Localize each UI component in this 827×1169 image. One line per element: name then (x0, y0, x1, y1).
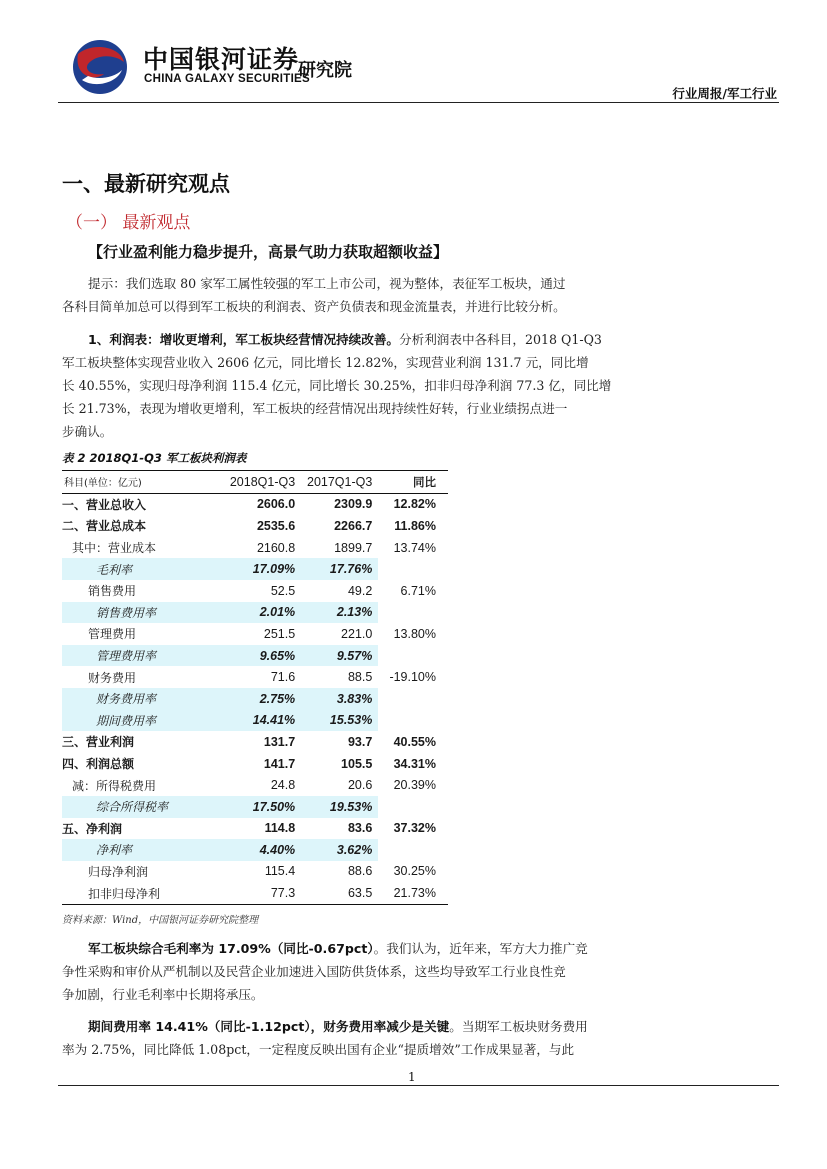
paragraph-line: 。当期军工板块财务费用 (449, 1019, 588, 1034)
value-2018: 141.7 (263, 756, 296, 771)
gross-margin-paragraph (62, 937, 610, 1006)
table-row (62, 753, 448, 775)
value-2018: 2535.6 (256, 518, 296, 533)
paragraph-lead: 1、利润表：增收更增利，军工板块经营情况持续改善。 (88, 332, 400, 347)
value-2018: 71.6 (270, 670, 296, 685)
value-2017: 88.5 (347, 670, 373, 685)
value-2018: 4.40% (224, 839, 301, 861)
yoy-change (378, 558, 448, 580)
table-row (62, 861, 448, 883)
yoy-change: 21.73% (393, 886, 436, 901)
row-label: 四、利润总额 (62, 757, 135, 772)
table-row (62, 731, 448, 753)
column-header: 2018Q1-Q3 (229, 474, 296, 489)
row-label: 管理费用率 (62, 645, 224, 667)
intro-line: 提示：我们选取 80 家军工属性较强的军工上市公司，视为整体，表征军工板块，通过 (88, 276, 566, 291)
row-label: 综合所得税率 (62, 796, 224, 818)
value-2017: 19.53% (301, 796, 378, 818)
value-2017: 9.57% (301, 645, 378, 667)
yoy-change: 6.71% (400, 583, 436, 598)
value-2018: 77.3 (270, 886, 296, 901)
intro-line: 各科目简单加总可以得到军工板块的利润表、资产负债表和现金流量表，并进行比较分析。 (62, 299, 566, 314)
paragraph-line: 军工板块整体实现营业收入 2606 亿元，同比增长 12.82%，实现营业利润 131.7 元，同比增 (62, 355, 589, 370)
income-statement-paragraph (62, 328, 610, 443)
table-row (62, 818, 448, 840)
column-header: 2017Q1-Q3 (307, 474, 373, 489)
value-2018: 114.8 (264, 821, 296, 836)
row-label: 归母净利润 (88, 864, 149, 879)
yoy-change (378, 645, 448, 667)
paragraph-line: 争性采购和审价从严机制以及民营企业加速进入国防供货体系，这些均导致军工行业良性竞 (62, 964, 566, 979)
value-2018: 115.4 (264, 864, 296, 879)
yoy-change: 13.80% (393, 626, 436, 641)
paragraph-line: 步确认。 (62, 424, 113, 439)
value-2017: 63.5 (347, 886, 373, 901)
yoy-change (378, 839, 448, 861)
yoy-change: 20.39% (393, 778, 436, 793)
value-2017: 3.62% (301, 839, 378, 861)
value-2017: 49.2 (347, 583, 373, 598)
row-label: 财务费用 (88, 670, 137, 685)
paragraph-line: 长 21.73%，表现为增收更增利，军工板块的经营情况出现持续性好转，行业业绩拐点进一 (62, 401, 568, 416)
row-label: 销售费用率 (62, 602, 224, 624)
expense-ratio-paragraph (62, 1015, 610, 1061)
row-label: 净利率 (62, 839, 224, 861)
row-label: 其中：营业成本 (72, 541, 157, 556)
row-label: 三、营业利润 (62, 735, 135, 750)
column-header: 科目(单位：亿元) (64, 478, 142, 490)
row-label: 二、营业总成本 (62, 519, 147, 534)
value-2018: 52.5 (270, 583, 296, 598)
table-header-row (62, 471, 448, 494)
yoy-change (378, 602, 448, 624)
yoy-change: 37.32% (393, 821, 436, 836)
table-row (62, 558, 448, 580)
paragraph-line: 。我们认为，近年来，军方大力推广竞 (373, 941, 588, 956)
intro-paragraph (62, 272, 610, 318)
row-label: 毛利率 (62, 558, 224, 580)
page-number: 1 (408, 1070, 416, 1084)
yoy-change (378, 688, 448, 710)
value-2017: 105.5 (341, 756, 373, 771)
brand-institute: 研究院 (298, 60, 352, 81)
value-2018: 9.65% (224, 645, 301, 667)
value-2017: 2309.9 (334, 497, 373, 512)
row-label: 一、营业总收入 (62, 497, 147, 512)
value-2017: 20.6 (347, 778, 373, 793)
yoy-change: 34.31% (393, 756, 436, 771)
yoy-change (378, 796, 448, 818)
value-2017: 2.13% (301, 602, 378, 624)
value-2018: 2.75% (224, 688, 301, 710)
table-row (62, 602, 448, 624)
row-label: 销售费用 (88, 584, 137, 599)
yoy-change (378, 710, 448, 732)
yoy-change: -19.10% (389, 670, 436, 685)
paragraph-lead: 军工板块综合毛利率为 17.09%（同比-0.67pct） (88, 941, 374, 956)
table-row (62, 580, 448, 602)
paragraph-line: 长 40.55%，实现归母净利润 115.4 亿元，同比增长 30.25%，扣非归母净利润 77.3 亿，同比增 (62, 378, 612, 393)
table-row (62, 710, 448, 732)
value-2017: 88.6 (347, 864, 373, 879)
value-2018: 2.01% (224, 602, 301, 624)
value-2018: 17.09% (224, 558, 301, 580)
table-row (62, 623, 448, 645)
table-row (62, 774, 448, 796)
row-label: 扣非归母净利 (88, 886, 161, 901)
headline: 【行业盈利能力稳步提升，高景气助力获取超额收益】 (88, 243, 449, 261)
value-2017: 17.76% (301, 558, 378, 580)
table-row (62, 688, 448, 710)
row-label: 财务费用率 (62, 688, 224, 710)
table-row (62, 645, 448, 667)
subsection-title: （一） 最新观点 (66, 213, 191, 233)
value-2017: 221.0 (341, 626, 373, 641)
table-row (62, 493, 448, 515)
value-2018: 131.7 (263, 734, 296, 749)
value-2018: 2160.8 (256, 540, 296, 555)
yoy-change: 11.86% (394, 518, 436, 533)
income-statement-table (62, 470, 448, 905)
paragraph-line: 率为 2.75%，同比降低 1.08pct，一定程度反映出国有企业“提质增效”工作成果显著，与此 (62, 1042, 575, 1057)
brand-name-english: CHINA GALAXY SECURITIES (144, 73, 311, 85)
brand-name-chinese: 中国银河证券 (143, 45, 300, 74)
table-row (62, 537, 448, 559)
value-2018: 251.5 (263, 626, 296, 641)
value-2017: 3.83% (301, 688, 378, 710)
header-divider (58, 102, 779, 103)
yoy-change: 12.82% (393, 497, 436, 512)
value-2017: 2266.7 (334, 518, 373, 533)
report-category-tag: 行业周报/军工行业 (672, 86, 777, 101)
table-row (62, 666, 448, 688)
yoy-change: 30.25% (393, 864, 436, 879)
row-label: 管理费用 (88, 627, 137, 642)
table-source: 资料来源：Wind，中国银河证券研究院整理 (62, 915, 259, 926)
paragraph-line: 分析利润表中各科目，2018 Q1-Q3 (399, 332, 602, 347)
value-2017: 1899.7 (334, 540, 373, 555)
value-2018: 17.50% (224, 796, 301, 818)
row-label: 期间费用率 (62, 710, 224, 732)
column-header: 同比 (413, 474, 436, 489)
table-row (62, 796, 448, 818)
yoy-change: 13.74% (393, 540, 436, 555)
value-2017: 15.53% (301, 710, 378, 732)
value-2018: 14.41% (224, 710, 301, 732)
value-2017: 83.6 (347, 821, 373, 836)
table-row (62, 882, 448, 904)
table-row (62, 839, 448, 861)
yoy-change: 40.55% (393, 734, 436, 749)
paragraph-line: 争加剧，行业毛利率中长期将承压。 (62, 987, 264, 1002)
value-2017: 93.7 (347, 734, 373, 749)
table-caption: 表 2 2018Q1-Q3 军工板块利润表 (62, 451, 247, 465)
row-label: 五、净利润 (62, 821, 123, 836)
value-2018: 2606.0 (256, 497, 296, 512)
value-2018: 24.8 (270, 778, 296, 793)
section-title: 一、最新研究观点 (62, 172, 230, 196)
row-label: 减：所得税费用 (72, 778, 157, 793)
footer-divider (58, 1085, 779, 1086)
paragraph-lead: 期间费用率 14.41%（同比-1.12pct），财务费用率减少是关键 (88, 1019, 450, 1034)
table-row (62, 515, 448, 537)
